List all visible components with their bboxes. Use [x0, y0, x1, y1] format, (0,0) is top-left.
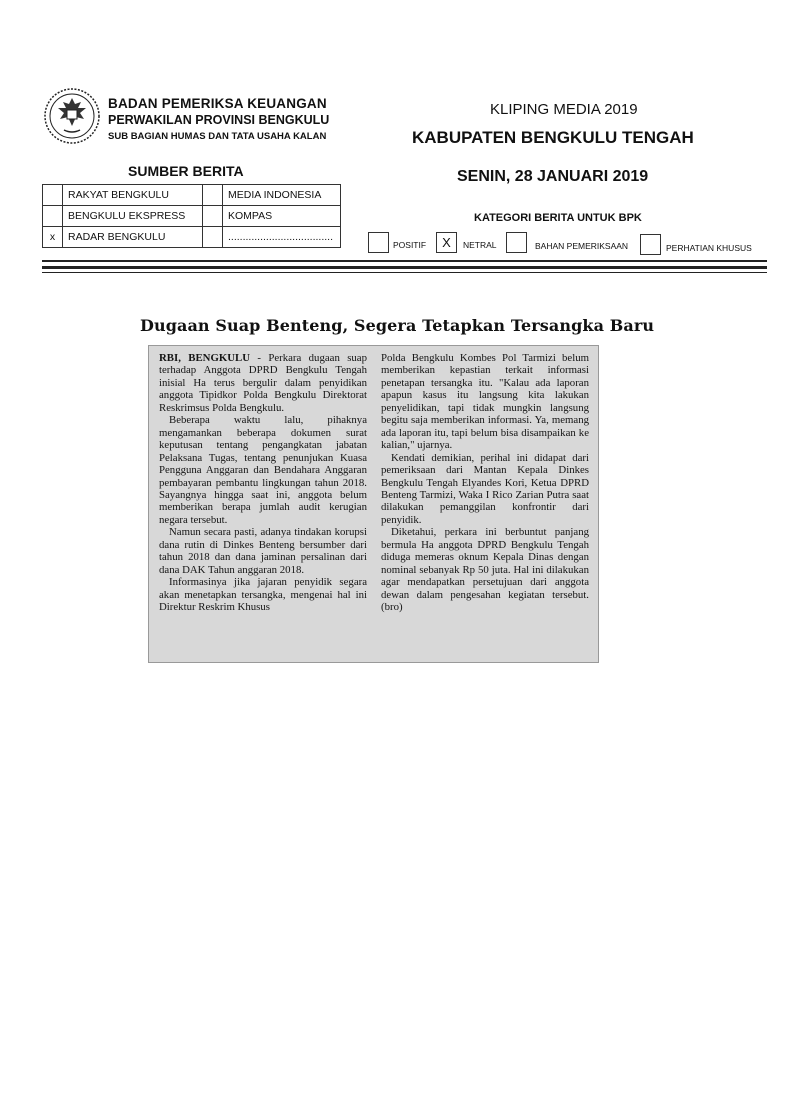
article-clipping [148, 345, 599, 663]
kliping-title: KLIPING MEDIA 2019 [490, 101, 638, 118]
article-column-1 [159, 352, 367, 614]
source-name: MEDIA INDONESIA [223, 185, 341, 206]
source-name: .................................... [223, 227, 341, 248]
source-mark [203, 185, 223, 206]
category-bahan-checkbox[interactable] [506, 232, 527, 253]
source-name: RADAR BENGKULU [63, 227, 203, 248]
source-row [43, 206, 341, 227]
source-name: BENGKULU EKSPRESS [63, 206, 203, 227]
category-perhatian-label: PERHATIAN KHUSUS [666, 243, 752, 253]
article-paragraph: RBI, BENGKULU - Perkara dugaan suap terhadap Anggota DPRD Bengkulu Tengah inisial Ha terus bergulir dalam penyidikan anggota Tipidkor Polda Bengkulu Direktorat Reskrimsus Polda Bengkulu. [159, 352, 367, 414]
article-paragraph: Diketahui, perkara ini berbuntut panjang bermula Ha anggota DPRD Bengkulu Tengah diduga memeras oknum Kepala Dinas dengan nominal sebanyak Rp 50 juta. Hal ini dilakukan agar mendapatkan persetujuan dari anggota dewan dalam pengesahan kegiatan tersebut. (bro) [381, 526, 589, 614]
source-row [43, 185, 341, 206]
org-name-line3: SUB BAGIAN HUMAS DAN TATA USAHA KALAN [108, 131, 327, 142]
source-mark [203, 206, 223, 227]
header-divider [42, 260, 767, 262]
article-paragraph: Namun secara pasti, adanya tindakan korupsi dana rutin di Dinkes Benteng bersumber dari tahun 2018 dan dana jaminan persalinan dari dana DAK Tahun anggaran 2018. [159, 526, 367, 576]
category-positif-label: POSITIF [393, 240, 427, 250]
source-mark [43, 206, 63, 227]
source-name: KOMPAS [223, 206, 341, 227]
category-positif-checkbox[interactable] [368, 232, 389, 253]
source-mark: x [43, 227, 63, 248]
garuda-emblem-icon [42, 86, 102, 146]
sources-table [42, 184, 341, 248]
category-bahan-label: BAHAN PEMERIKSAAN [535, 241, 629, 251]
article-paragraph: Polda Bengkulu Kombes Pol Tarmizi belum memberikan kepastian terkait informasi penetapan tersangka itu. "Kalau ada laporan apapun kasus itu langsung kita lakukan penyelidikan, tapi tidak mungkin langsung begitu saja memberikan informasi. Ya, memang ada laporan itu, tapi belum bisa disampaikan ke kalian," ujarnya. [381, 352, 589, 452]
article-paragraph: Informasinya jika jajaran penyidik segara akan menetapkan tersangka, mengenai hal ini Direktur Reskrim Khusus [159, 576, 367, 614]
article-headline: Dugaan Suap Benteng, Segera Tetapkan Tersangka Baru [140, 316, 655, 335]
source-mark [43, 185, 63, 206]
org-name-line1: BADAN PEMERIKSA KEUANGAN [108, 96, 327, 111]
source-name: RAKYAT BENGKULU [63, 185, 203, 206]
article-paragraph: Kendati demikian, perihal ini didapat dari pemeriksaan dari Mantan Kepala Dinkes Bengkulu Tengah Elyandes Kori, Ketua DPRD Benteng Tarmizi, Waka I Rico Zarian Putra saat dilakukan pemanggilan konfrontir dari penyidik. [381, 451, 589, 526]
article-column-2 [381, 352, 589, 614]
sources-title: SUMBER BERITA [128, 163, 244, 179]
header-divider [42, 272, 767, 273]
header-divider [42, 266, 767, 269]
category-title: KATEGORI BERITA UNTUK BPK [474, 212, 642, 224]
org-name-line2: PERWAKILAN PROVINSI BENGKULU [108, 113, 330, 127]
source-mark [203, 227, 223, 248]
article-dateline: RBI, BENGKULU [159, 352, 251, 364]
category-netral-checkbox[interactable]: X [436, 232, 457, 253]
kabupaten-title: KABUPATEN BENGKULU TENGAH [412, 128, 694, 147]
category-netral-label: NETRAL [463, 240, 497, 250]
article-paragraph: Beberapa waktu lalu, pihaknya mengamankan beberapa dokumen surat keputusan tentang pengangkatan jabatan Pelaksana Tugas, tentang penunjukan Kuasa Pengguna Anggaran dan Bendahara Anggaran pembayaran pembantu lingkungan tahun 2018. Sayangnya hingga saat ini, anggota belum memberikan berapa jumlah audit kerugian negara tersebut. [159, 414, 367, 526]
clipping-date: SENIN, 28 JANUARI 2019 [457, 168, 649, 185]
source-row [43, 227, 341, 248]
category-perhatian-checkbox[interactable] [640, 234, 661, 255]
